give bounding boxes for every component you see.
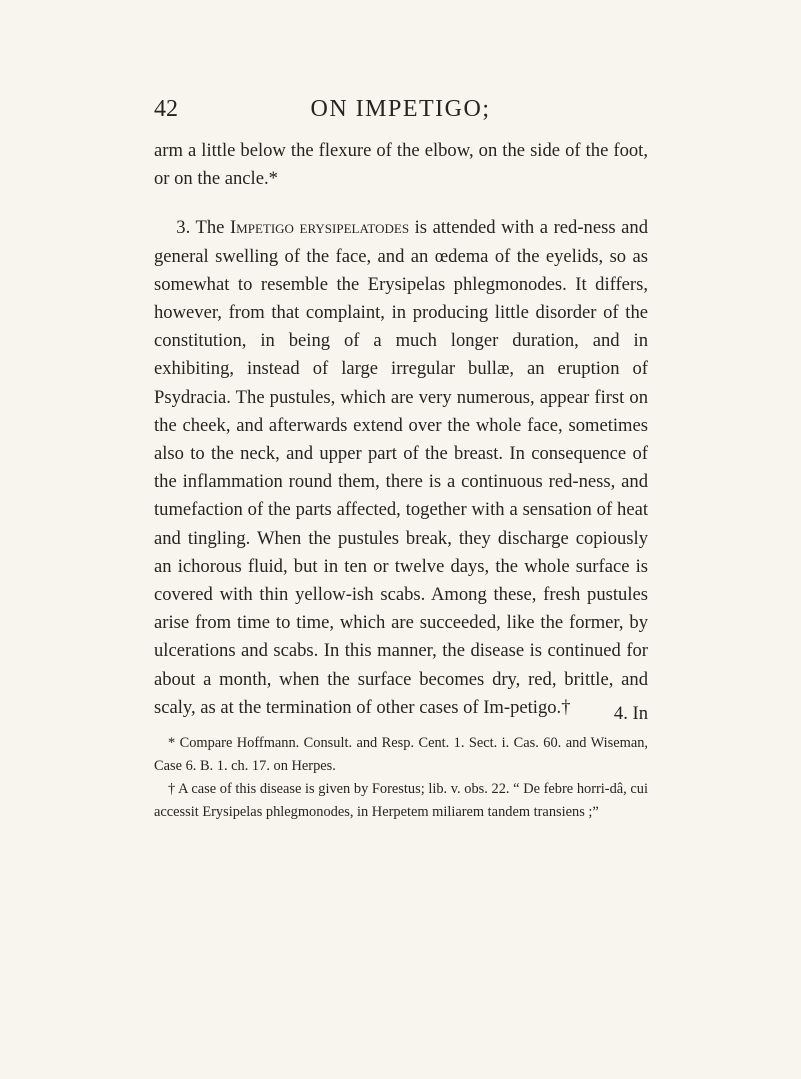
page-header bbox=[0, 92, 801, 132]
catchword: 4. In bbox=[613, 703, 648, 724]
footnotes bbox=[154, 732, 648, 824]
disease-term: Impetigo erysipelatodes bbox=[229, 217, 410, 239]
running-head: ON IMPETIGO; bbox=[310, 96, 491, 122]
paragraph-text: is attended with a red-ness and general swelling of the face, and an œdema of the eyelids, so as somewhat to resemble the Erysipelas phlegmonodes. It differs, however, from that complaint, in producing little disorder of the constitution, in being of a much longer duration, and in exhibiting, instead of large irregular bullæ, an eruption of Psydracia. The pustules, which are very numerous, appear first on the cheek, and afterwards extend over the whole face, sometimes also to the neck, and upper part of the breast. In consequence of the inflammation round them, there is a continuous red-ness, and tumefaction of the parts affected, together with a sensation of heat and tingling. When the pustules break, they discharge copiously an ichorous fluid, but in ten or twelve days, the whole surface is covered with thin yellow-ish scabs. Among these, fresh pustules arise from time to time, which are succeeded, like the former, by ulcerations and scabs. In this manner, the disease is continued for about a month, when the surface becomes dry, red, brittle, and scaly, as at the termination of other cases of Im-petigo.† bbox=[154, 217, 648, 718]
paragraph-impetigo-erysipelatodes bbox=[154, 214, 648, 722]
section-number: 3. bbox=[176, 217, 191, 239]
paragraph-lead: The bbox=[195, 217, 225, 239]
footnote-dagger: † A case of this disease is given by Forestus; lib. v. obs. 22. “ De febre horri-dâ, cui accessit Erysipelas phlegmonodes, in Herpetem miliarem tandem transiens ;” bbox=[154, 781, 648, 820]
page-number: 42 bbox=[154, 96, 178, 122]
footnote-asterisk: * Compare Hoffmann. Consult. and Resp. Cent. 1. Sect. i. Cas. 60. and Wiseman, Case 6. B. 1. ch. 17. on Herpes. bbox=[154, 735, 648, 774]
paragraph-continued: arm a little below the flexure of the elbow, on the side of the foot, or on the ancle.* bbox=[154, 140, 648, 190]
body-text bbox=[154, 137, 648, 722]
